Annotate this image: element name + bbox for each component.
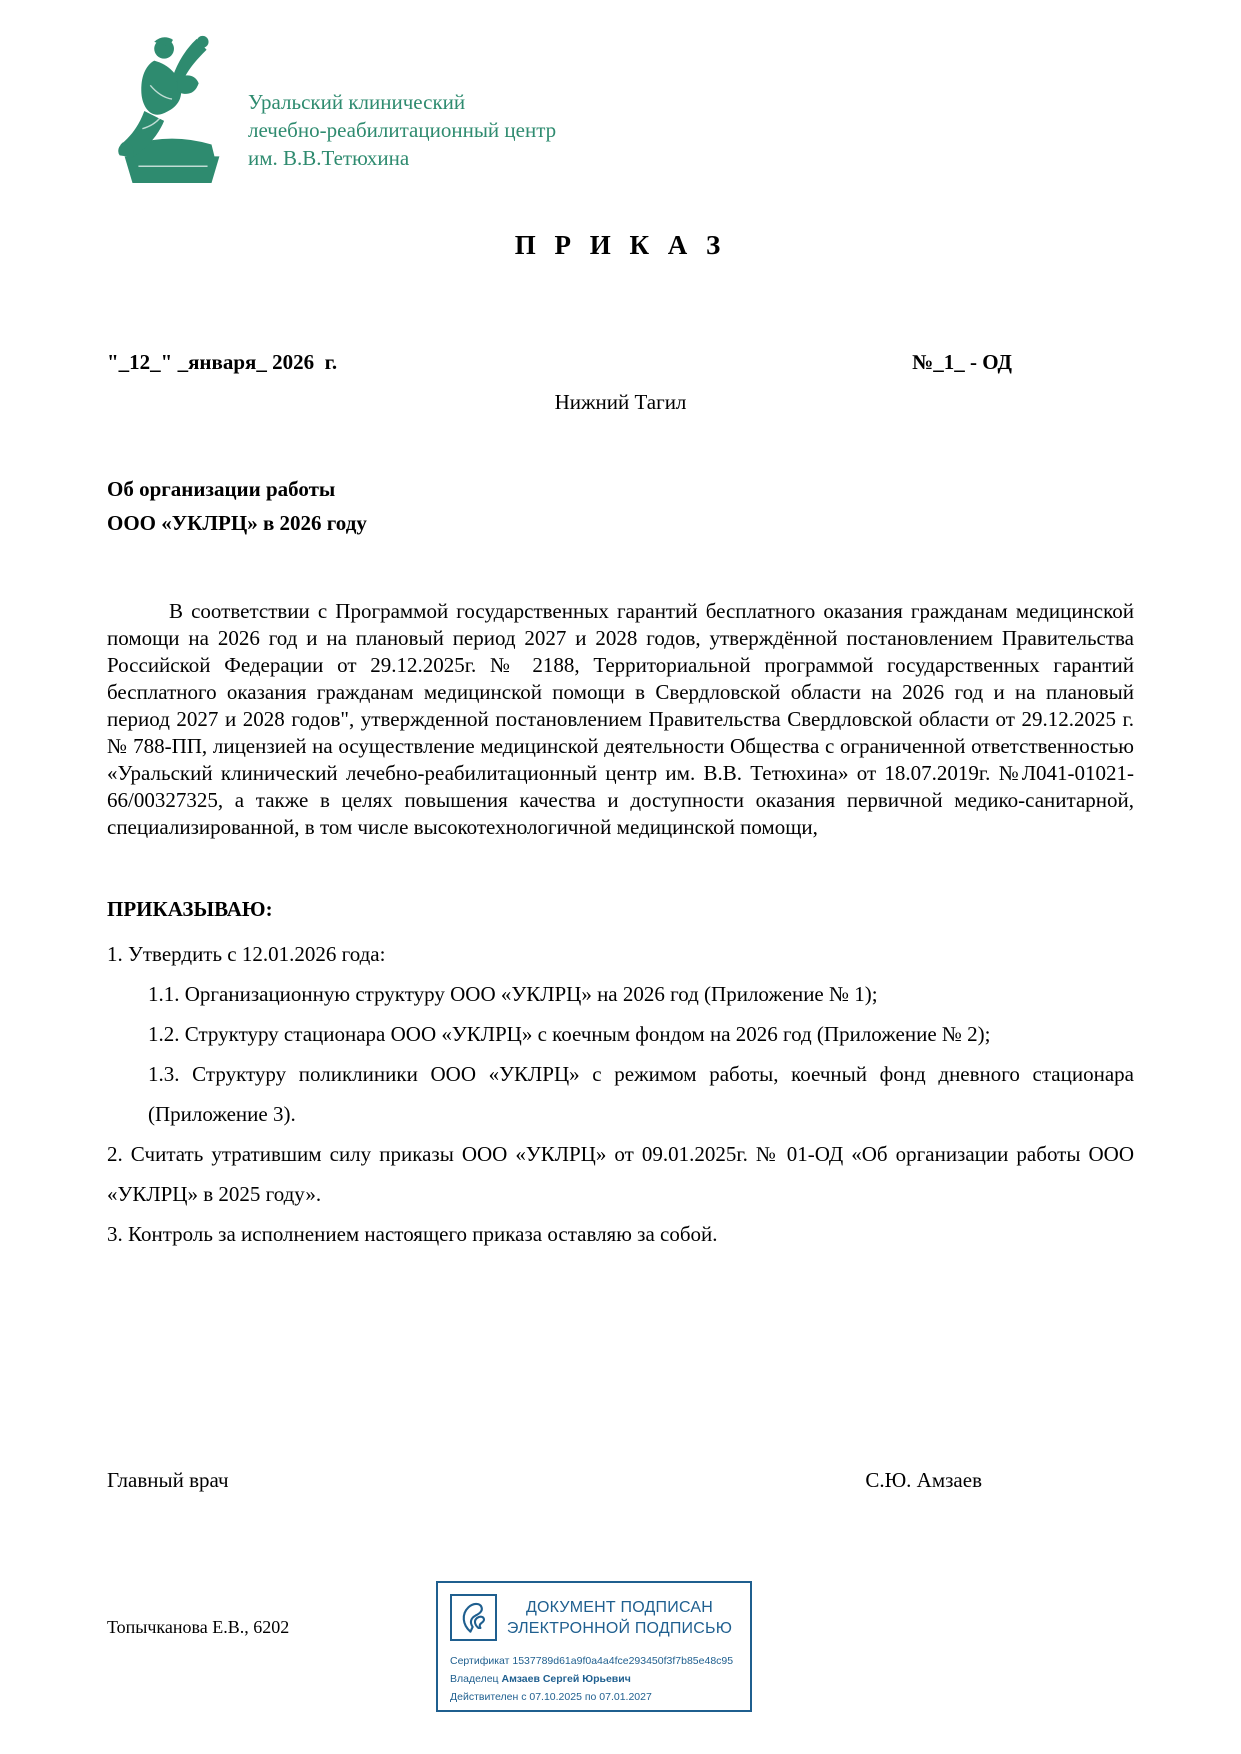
document-city: Нижний Тагил — [554, 390, 687, 414]
order-item-1-3: 1.3. Структуру поликлиники ООО «УКЛРЦ» с режимом работы, коечный фонд дневного стационара (Приложение 3). — [148, 1062, 1134, 1126]
document-subject — [107, 472, 367, 540]
signer-position: Главный врач — [107, 1468, 229, 1492]
stamp-validity-line: Действителен с 07.10.2025 по 07.01.2027 — [450, 1691, 652, 1703]
order-item-1-1: 1.1. Организационную структуру ООО «УКЛРЦ» на 2026 год (Приложение № 1); — [148, 982, 878, 1006]
executor-name: Топычканова Е.В., 6202 — [107, 1617, 290, 1637]
subject-line1: Об организации работы — [107, 477, 336, 501]
statue-with-bowl-icon — [112, 28, 232, 186]
preamble-paragraph: В соответствии с Программой государственных гарантий бесплатного оказания гражданам медицинской помощи на 2026 год и на плановый период 2027 и 2028 годов, утверждённой постановлением Правительства Российской Федерации от 29.12.2025г. № 2188, Территориальной программой государственных гарантий бесплатного оказания гражданам медицинской помощи в Свердловской области на 2026 год и на плановый период 2027 и 2028 годов", утвержденной постановлением Правительства Свердловской области от 29.12.2025 г. № 788-ПП, лицензией на осуществление медицинской деятельности Общества с ограниченной ответственностью «Уральский клинический лечебно-реабилитационный центр им. В.В. Тетюхина» от 18.07.2019г. №Л041-01021-66/00327325, а также в целях повышения качества и доступности оказания первичной медико-санитарной, специализированной, в том числе высокотехнологичной медицинской помощи, — [107, 599, 1134, 839]
document-title: П Р И К А З — [514, 230, 727, 260]
org-name-line2: лечебно-реабилитационный центр — [248, 118, 557, 142]
stamp-owner-line: Владелец Амзаев Сергей Юрьевич — [450, 1673, 631, 1685]
order-item-3: 3. Контроль за исполнением настоящего приказа оставляю за собой. — [107, 1222, 718, 1246]
order-items-list — [107, 934, 1134, 1254]
org-name-line1: Уральский клинический — [248, 90, 466, 114]
order-item-1-2: 1.2. Структуру стационара ООО «УКЛРЦ» с коечным фондом на 2026 год (Приложение № 2); — [148, 1022, 991, 1046]
signer-name: С.Ю. Амзаев — [865, 1468, 982, 1492]
document-date: "_12_" _января_ 2026 г. — [107, 350, 338, 374]
order-heading: ПРИКАЗЫВАЮ: — [107, 897, 273, 921]
org-name-line3: им. В.В.Тетюхина — [248, 146, 410, 170]
electronic-signature-stamp — [436, 1581, 752, 1712]
stamp-heading-line1: ДОКУМЕНТ ПОДПИСАН — [526, 1598, 713, 1616]
order-item-2: 2. Считать утратившим силу приказы ООО «УКЛРЦ» от 09.01.2025г. № 01-ОД «Об организации работы ООО «УКЛРЦ» в 2025 году». — [107, 1142, 1134, 1206]
order-item-1: 1. Утвердить с 12.01.2026 года: — [107, 942, 386, 966]
subject-line2: ООО «УКЛРЦ» в 2026 году — [107, 511, 367, 535]
date-number-row — [107, 350, 1134, 375]
signature-mark-icon — [450, 1594, 497, 1641]
stamp-heading — [497, 1597, 742, 1639]
organization-name — [248, 88, 556, 172]
signature-row — [107, 1468, 1134, 1493]
stamp-heading-line2: ЭЛЕКТРОННОЙ ПОДПИСЬЮ — [506, 1619, 733, 1637]
stamp-details — [450, 1652, 742, 1706]
document-number: №_1_ - ОД — [912, 350, 1012, 374]
stamp-certificate-line: Сертификат 1537789d61a9f0a4a4fce293450f3f7b85e48c95 — [450, 1655, 734, 1667]
stamp-header — [450, 1594, 742, 1641]
